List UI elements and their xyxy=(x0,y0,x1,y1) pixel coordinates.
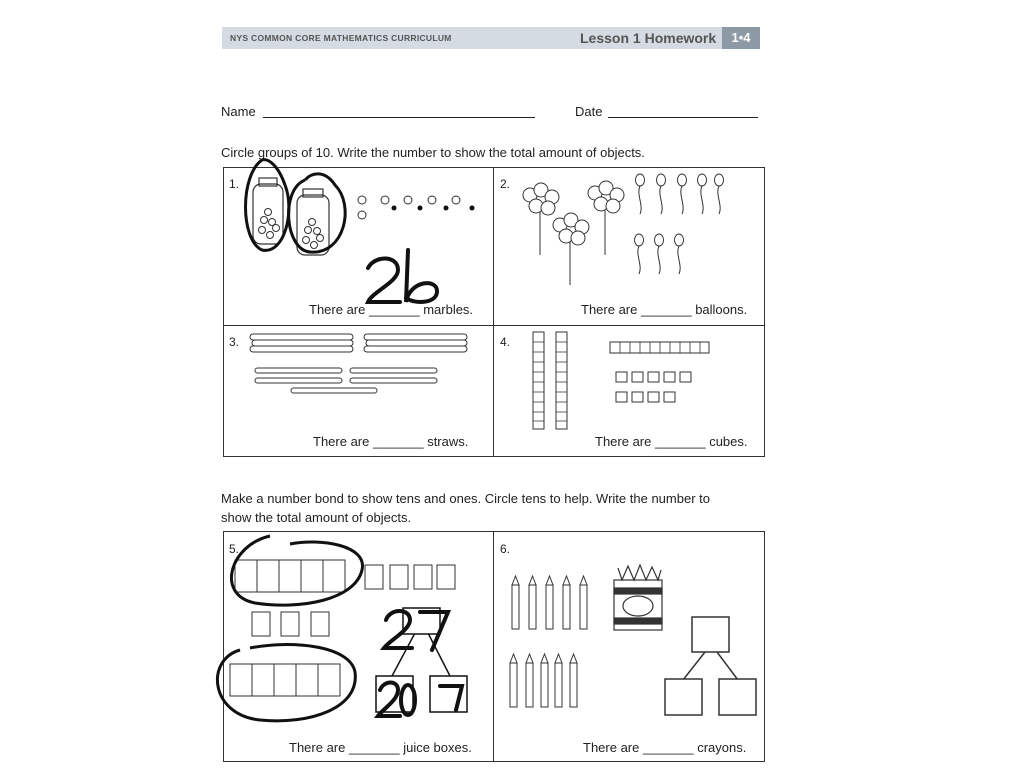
handwritten-answer-26 xyxy=(368,250,437,302)
section1-instruction: Circle groups of 10. Write the number to show the total amount of objects. xyxy=(221,145,645,160)
straw-icon xyxy=(255,368,437,393)
problem-1-number: 1. xyxy=(229,177,240,191)
lesson-badge: 1•4 xyxy=(722,27,760,49)
problem-2-answer: There are _______ balloons. xyxy=(581,302,748,317)
number-bond-icon xyxy=(376,608,467,712)
cube-icon xyxy=(533,332,709,429)
curriculum-title: NYS COMMON CORE MATHEMATICS CURRICULUM xyxy=(230,33,452,43)
problem-6-answer: There are _______ crayons. xyxy=(583,740,747,755)
section2-instruction-line1: Make a number bond to show tens and ones. Circle tens to help. Write the number to xyxy=(221,491,710,506)
name-label: Name xyxy=(221,104,256,119)
handwritten-circle xyxy=(246,160,346,252)
problem-2-number: 2. xyxy=(500,177,511,191)
balloon-icon xyxy=(523,174,724,246)
empty-number-bond-icon xyxy=(665,617,756,715)
problem-5-answer: There are _______ juice boxes. xyxy=(289,740,472,755)
problem-6-number: 6. xyxy=(500,542,511,556)
problem-1-answer: There are _______ marbles. xyxy=(309,302,474,317)
problem-4-number: 4. xyxy=(500,335,511,349)
problem-5-number: 5. xyxy=(229,542,240,556)
date-label: Date xyxy=(575,104,603,119)
crayon-box-icon xyxy=(614,565,662,630)
straw-bundle-icon xyxy=(250,334,467,352)
problem-3-answer: There are _______ straws. xyxy=(313,434,469,449)
section2-instruction-line2: show the total amount of objects. xyxy=(221,510,412,525)
crayon-icon xyxy=(510,576,587,707)
pen-dot-icon xyxy=(392,206,475,211)
problem-4-answer: There are _______ cubes. xyxy=(595,434,748,449)
lesson-title: Lesson 1 Homework xyxy=(580,30,717,46)
problem-3-number: 3. xyxy=(229,335,240,349)
